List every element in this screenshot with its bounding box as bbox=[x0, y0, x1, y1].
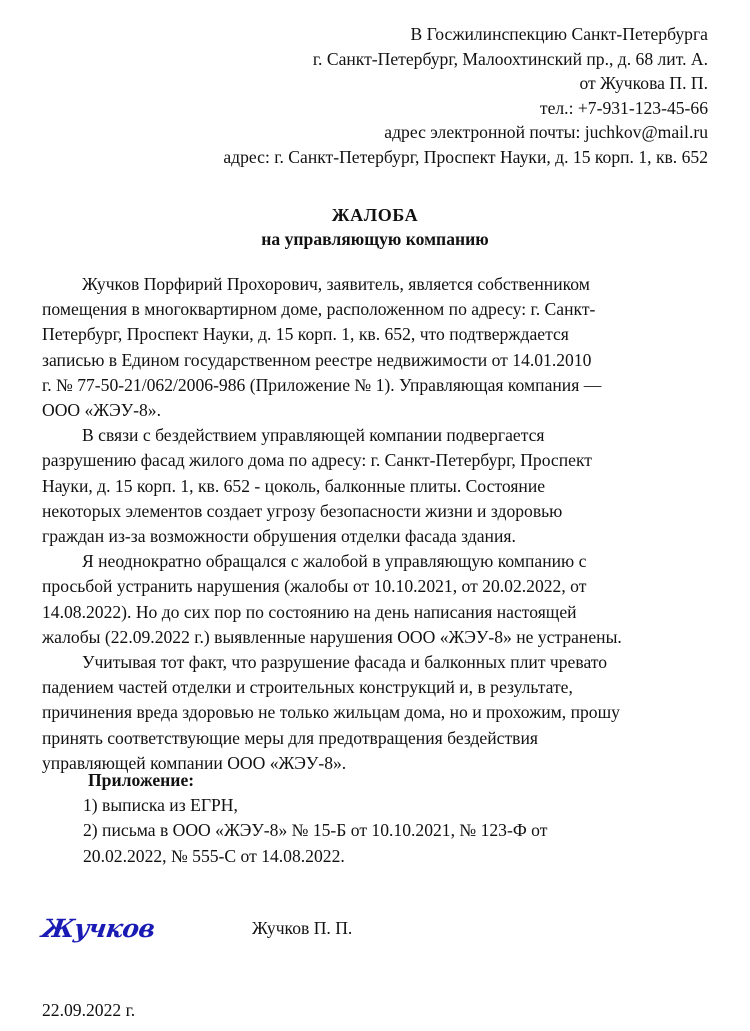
paragraph-line: разрушению фасад жилого дома по адресу: г. Санкт-Петербург, Проспект bbox=[42, 450, 592, 471]
paragraph-line: Учитывая тот факт, что разрушение фасада и балконных плит чревато bbox=[82, 652, 608, 673]
paragraph-line: принять соответствующие меры для предотвращения бездействия bbox=[42, 727, 538, 748]
paragraph-line: некоторых элементов создает угрозу безопасности жизни и здоровью bbox=[42, 500, 563, 521]
paragraph-line: В связи с бездействием управляющей компании подвергается bbox=[82, 425, 545, 446]
paragraph-line: просьбой устранить нарушения (жалобы от 10.10.2021, от 20.02.2022, от bbox=[42, 576, 587, 597]
paragraph-line: причинения вреда здоровью не только жильцам дома, но и прохожим, прошу bbox=[42, 702, 620, 723]
paragraph-line: ООО «ЖЭУ-8». bbox=[42, 400, 161, 421]
attachment-item-2-line-2: 20.02.2022, № 555-С от 14.08.2022. bbox=[83, 845, 345, 866]
attachments-heading: Приложение: bbox=[88, 770, 195, 790]
paragraph-damage-description bbox=[42, 423, 710, 549]
paragraph-line: 14.08.2022). Но до сих пор по состоянию на день написания настоящей bbox=[42, 601, 577, 622]
paragraph-line: записью в Едином государственном реестре недвижимости от 14.01.2010 bbox=[42, 349, 592, 370]
paragraph-prior-complaints bbox=[42, 549, 710, 650]
paragraph-request bbox=[42, 650, 710, 776]
attachment-item-1: 1) выписка из ЕГРН, bbox=[83, 795, 238, 816]
paragraph-line: помещения в многоквартирном доме, расположенном по адресу: г. Санкт- bbox=[42, 299, 596, 320]
paragraph-line: Жучков Порфирий Прохорович, заявитель, является собственником bbox=[82, 274, 590, 294]
document-body bbox=[42, 272, 710, 776]
page-subtitle: на управляющую компанию bbox=[261, 229, 489, 249]
header-line-sender-email: адрес электронной почты: juchkov@mail.ru bbox=[384, 122, 708, 143]
paragraph-line: падением частей отделки и строительных конструкций и, в результате, bbox=[42, 677, 573, 698]
signatory-name: Жучков П. П. bbox=[252, 918, 353, 938]
attachments-section bbox=[42, 768, 710, 869]
header-line-sender-phone: тел.: +7-931-123-45-66 bbox=[539, 97, 708, 118]
document-date: 22.09.2022 г. bbox=[42, 1000, 136, 1020]
paragraph-line: жалобы (22.09.2022 г.) выявленные нарушения ООО «ЖЭУ-8» не устранены. bbox=[42, 626, 622, 647]
attachment-item-2-line-1: 2) письма в ООО «ЖЭУ-8» № 15-Б от 10.10.2021, № 123-Ф от bbox=[83, 820, 548, 841]
paragraph-line: управляющей компании ООО «ЖЭУ-8». bbox=[42, 752, 347, 773]
header-line-authority: В Госжилинспекцию Санкт-Петербурга bbox=[410, 24, 708, 44]
header-line-sender-address: адрес: г. Санкт-Петербург, Проспект Науки, д. 15 корп. 1, кв. 652 bbox=[223, 146, 708, 167]
paragraph-line: Я неоднократно обращался с жалобой в управляющую компанию с bbox=[82, 551, 587, 572]
signature-row bbox=[39, 914, 710, 958]
addressee-header bbox=[42, 22, 708, 170]
attachment-item-2 bbox=[42, 818, 710, 868]
page-title: ЖАЛОБА bbox=[331, 205, 419, 225]
paragraph-line: г. № 77-50-21/062/2006-986 (Приложение № 1). Управляющая компания — bbox=[42, 374, 602, 395]
paragraph-ownership bbox=[42, 272, 710, 423]
paragraph-line: Науки, д. 15 корп. 1, кв. 652 - цоколь, балконные плиты. Состояние bbox=[42, 475, 546, 496]
document-title-block bbox=[0, 205, 750, 250]
header-line-sender-name: от Жучкова П. П. bbox=[579, 73, 708, 94]
header-line-authority-address: г. Санкт-Петербург, Малоохтинский пр., д. 68 лит. А. bbox=[312, 48, 708, 69]
paragraph-line: Петербург, Проспект Науки, д. 15 корп. 1, кв. 652, что подтверждается bbox=[42, 324, 569, 345]
handwritten-signature: Жучков bbox=[39, 914, 157, 943]
paragraph-line: граждан из-за возможности обрушения отделки фасада здания. bbox=[42, 526, 516, 547]
